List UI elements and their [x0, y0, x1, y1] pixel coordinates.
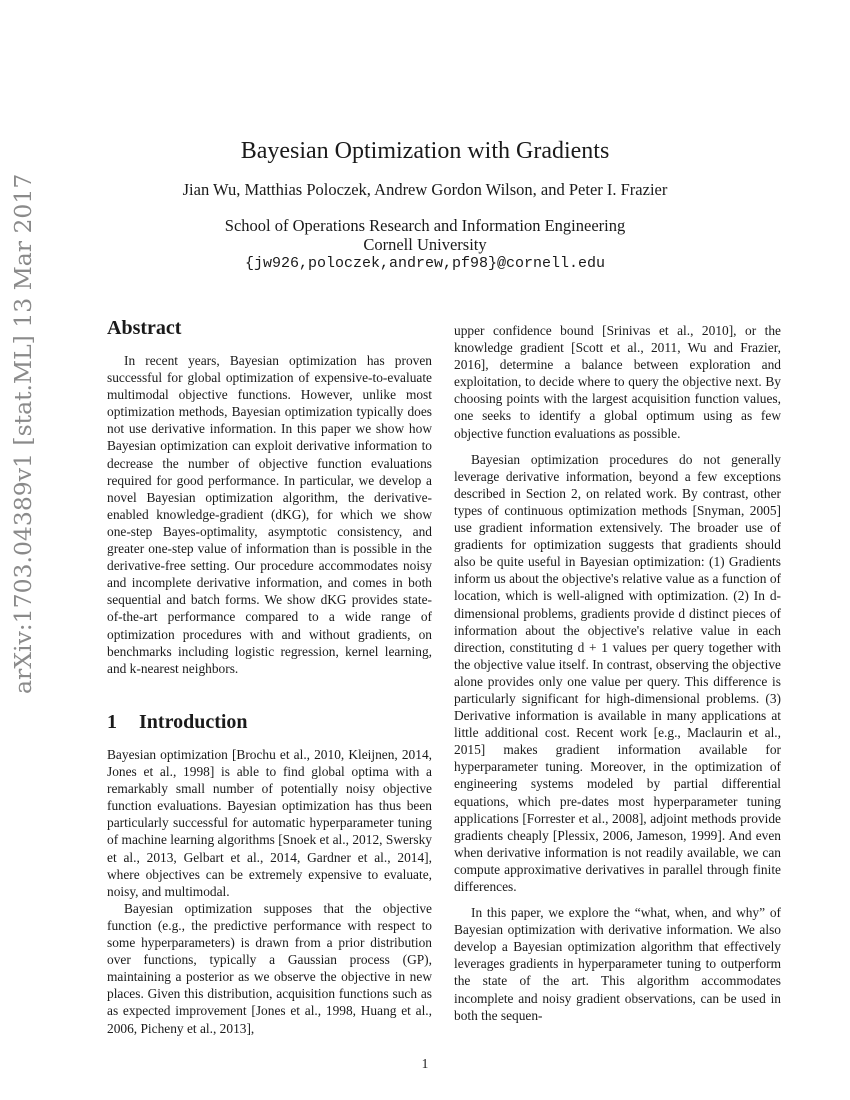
arxiv-identifier: arXiv:1703.04389v1 [stat.ML] 13 Mar 2017	[9, 173, 37, 694]
right-paragraph-2: Bayesian optimization procedures do not generally leverage derivative information, beyond a few exceptions described in Section 2, on related work. By contrast, other types of continuous optimization methods [Snyman, 2005] use gradient information extensively. The broader use of gradients for optimization suggests that gradients should also be quite useful in Bayesian optimization: (1) Gradients inform us about the objective's relative value as a function of location, which is well-aligned with optimization. (2) In d-dimensional problems, gradients provide d distinct pieces of information about the objective's relative value in each direction, constituting d + 1 values per query together with the objective value itself. In contrast, observing the objective alone provides only one value per query. This difference is particularly significant for high-dimensional problems. (3) Derivative information is available in many applications at little additional cost. Recent work [e.g., Maclaurin et al., 2015] makes gradient information available for hyperparameter tuning. Moreover, in the optimization of engineering systems modeled by partial differential equations, which pre-dates most hyperparameter tuning applications [Forrester et al., 2008], adjoint methods provide gradients cheaply [Plessix, 2006, Jameson, 1999]. And even when derivative information is not readily available, we can compute approximative derivatives in parallel through finite differences.	[454, 451, 781, 894]
abstract-heading: Abstract	[107, 317, 182, 339]
author-emails: {jw926,poloczek,andrew,pf98}@cornell.edu	[244, 255, 606, 272]
intro-left-column	[107, 746, 432, 1037]
abstract-column	[107, 352, 432, 677]
right-paragraph-1: upper confidence bound [Srinivas et al., 2010], or the knowledge gradient [Scott et al., 2011, Wu and Frazier, 2016], determine a balance between exploration and exploitation, to decide where to query the objective next. By choosing points with the largest acquisition function values, one seeks to identify a global optimum using as few objective function evaluations as possible.	[454, 323, 781, 441]
right-column	[454, 322, 781, 1024]
abstract-text: In recent years, Bayesian optimization has proven successful for global optimization of expensive-to-evaluate multimodal objective functions. However, unlike most optimization methods, Bayesian optimization typically does not use derivative information. In this paper we show how Bayesian optimization can exploit derivative information to decrease the number of objective function evaluations required for good performance. In particular, we develop a novel Bayesian optimization algorithm, the derivative-enabled knowledge-gradient (dKG), for which we show one-step Bayes-optimality, asymptotic consistency, and greater one-step value of information than is possible in the derivative-free setting. Our procedure accommodates noisy and incomplete derivative information, and comes in both sequential and batch forms. We show dKG provides state-of-the-art performance compared to a wide range of optimization procedures with and without gradients, on benchmarks including logistic regression, kernel learning, and k-nearest neighbors.	[107, 353, 432, 676]
intro-paragraph-2: Bayesian optimization supposes that the objective function (e.g., the predictive performance with respect to some hyperparameters) is drawn from a prior distribution over functions, typically a Gaussian process (GP), maintaining a posterior as we observe the objective in new places. Given this distribution, acquisition functions such as as expected improvement [Jones et al., 1998, Huang et al., 2006, Picheny et al., 2013],	[107, 900, 432, 1036]
section-title: Introduction	[139, 711, 248, 733]
right-paragraph-3: In this paper, we explore the “what, when, and why” of Bayesian optimization with derivative information. We also develop a Bayesian optimization algorithm that effectively leverages gradients in hyperparameter tuning to outperform the state of the art. This algorithm accommodates incomplete and noisy gradient observations, can be used in both the sequen-	[454, 905, 781, 1023]
section-number: 1	[107, 711, 117, 733]
page-number: 1	[421, 1056, 429, 1071]
intro-paragraph-1: Bayesian optimization [Brochu et al., 2010, Kleijnen, 2014, Jones et al., 1998] is able to find global optima with a remarkably small number of potentially noisy objective function evaluations. Bayesian optimization has thus been particularly successful for automatic hyperparameter tuning of machine learning algorithms [Snoek et al., 2012, Swersky et al., 2013, Gelbart et al., 2014, Gardner et al., 2014], where objectives can be extremely expensive to evaluate, noisy, and multimodal.	[107, 747, 432, 899]
author-list: Jian Wu, Matthias Poloczek, Andrew Gordon Wilson, and Peter I. Frazier	[182, 180, 668, 199]
affiliation-block	[0, 216, 850, 273]
introduction-heading	[107, 711, 248, 734]
paper-title: Bayesian Optimization with Gradients	[240, 138, 610, 164]
affiliation-school: School of Operations Research and Information Engineering	[224, 216, 626, 235]
affiliation-university: Cornell University	[363, 235, 487, 254]
